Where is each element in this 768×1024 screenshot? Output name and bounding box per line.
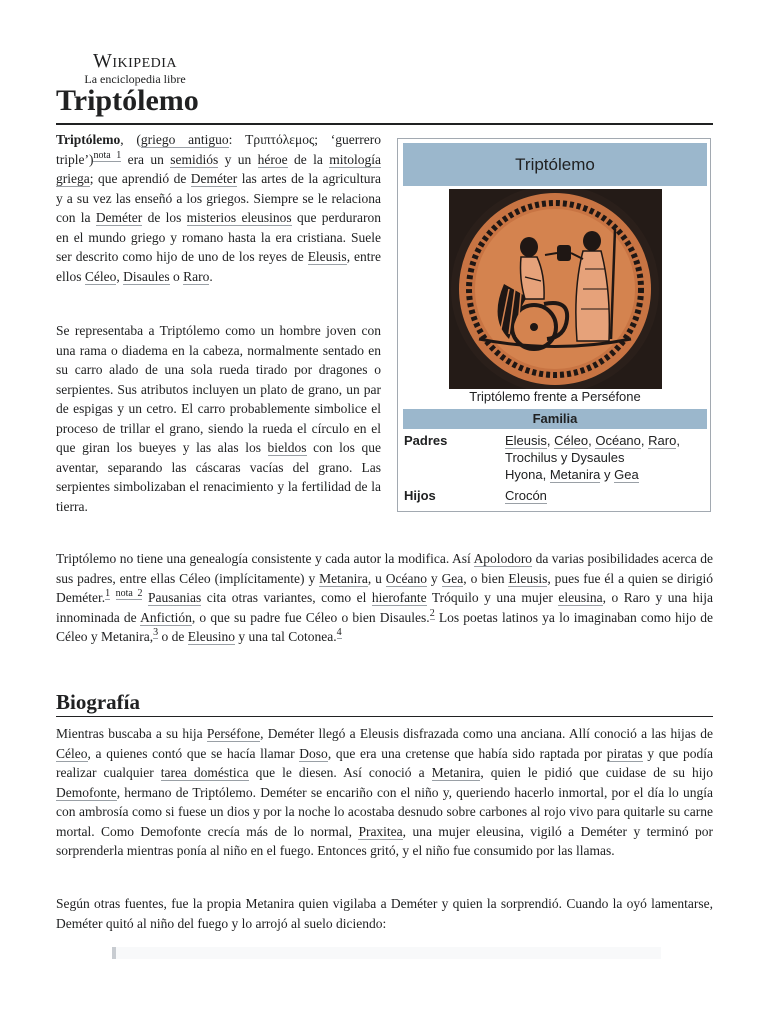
- footnote-3[interactable]: 3: [153, 627, 159, 638]
- link-celeo[interactable]: Céleo: [84, 268, 117, 284]
- link-metanira[interactable]: Metanira: [319, 570, 368, 586]
- biography-paragraph: Mientras buscaba a su hija Perséfone, Deméter llegó a Eleusis disfrazada como una anciana. Allí conoció a las hijas de Céleo, a quienes contó que se hacía llamar Doso, que era una cretense que había sido raptada por piratas y que podía realizar cualquier tarea doméstica que le diesen. Así conoció a Metanira, quien le pidió que cuidase de su hijo Demofonte, hermano de Triptólemo. Deméter se encariño con el niño y, queriendo hacerlo inmortal, por el día lo ungía con ambrosía como si fuese un dios y por la noche lo acostaba desnudo sobre carbones al rojo vivo para quitarle su carne mortal. Como Demofonte crecía más de lo normal, Praxitea, una mujer eleusina, vigiló a Deméter y terminó por sorprenderla mientras ponía al niño en el fuego. Entonces gritó, y el niño fue consumido por las llamas.: [56, 726, 713, 858]
- infobox: [397, 138, 711, 512]
- link-metanira[interactable]: Metanira: [431, 765, 481, 780]
- section-heading-biografia: Biografía: [56, 690, 140, 714]
- infobox-image-pottery[interactable]: [449, 189, 662, 389]
- link-persefone[interactable]: Perséfone: [206, 726, 261, 741]
- link-gea[interactable]: Gea: [614, 467, 639, 482]
- padres-line-2: Trochilus y Dysaules: [505, 450, 625, 465]
- footnote-nota-2[interactable]: nota 2: [115, 588, 143, 599]
- infobox-label-hijos: Hijos: [404, 488, 436, 503]
- blockquote: [112, 947, 661, 959]
- wikipedia-logo[interactable]: [75, 50, 195, 86]
- link-eleusis[interactable]: Eleusis: [508, 570, 548, 586]
- infobox-title: Triptólemo: [403, 143, 707, 186]
- footnote-1[interactable]: 1: [105, 588, 111, 599]
- link-celeo[interactable]: Céleo: [56, 745, 88, 761]
- link-misterios-eleusinos[interactable]: misterios eleusinos: [186, 210, 292, 225]
- link-heroe[interactable]: héroe: [257, 151, 288, 167]
- link-bieldos[interactable]: bieldos: [267, 440, 307, 455]
- infobox-label-padres: Padres: [404, 433, 448, 448]
- link-disaules[interactable]: Disaules: [123, 268, 170, 284]
- link-piratas[interactable]: piratas: [606, 745, 643, 761]
- intro-paragraph: Triptólemo, (griego antiguo: Τριπτόλεμος; ‘guerrero triple’)$^{nota 1}$ era un semidiós y un héroe de la mitología griega; que aprendió de Deméter las artes de la agricultura y a su vez las enseñó a los griegos. Siempre se le relaciona con la Deméter de los misterios eleusinos que perduraron en el mundo griego y romano hasta la era cristiana. Suele ser descrito como hijo de uno de los reyes de Eleusis, entre ellos Céleo, Disaules o Raro.: [56, 132, 382, 284]
- link-oceano[interactable]: Océano: [385, 570, 427, 586]
- title-underline: [56, 123, 713, 125]
- link-raro[interactable]: Raro: [648, 433, 677, 448]
- link-praxitea[interactable]: Praxitea: [358, 823, 403, 839]
- infobox-value-padres: Eleusis, Céleo, Océano, Raro, Trochilus y Dysaules Hyona, Metanira y Gea: [505, 432, 705, 483]
- link-tarea-domestica[interactable]: tarea doméstica: [160, 765, 249, 780]
- link-apolodoro[interactable]: Apolodoro: [473, 551, 533, 566]
- link-raro[interactable]: Raro: [183, 268, 210, 284]
- link-eleusina[interactable]: eleusina: [558, 590, 603, 605]
- logo-wordmark: Wikipedia: [92, 50, 178, 72]
- infobox-caption: Triptólemo frente a Perséfone: [469, 389, 641, 404]
- link-mitologia-griega[interactable]: mitología griega: [56, 151, 381, 186]
- link-oceano[interactable]: Océano: [595, 433, 641, 448]
- link-gea[interactable]: Gea: [441, 570, 464, 586]
- link-anfiction[interactable]: Anfictión: [140, 609, 192, 625]
- biography-paragraph-2: Según otras fuentes, fue la propia Metanira quien vigilaba a Deméter y quien la sorprendió. Cuando la oyó lamentarse, Deméter quitó al niño del fuego y lo arrojó al suelo diciendo:: [56, 896, 713, 931]
- infobox-value-hijos: [505, 487, 705, 504]
- genealogy-paragraph: Triptólemo no tiene una genealogía consistente y cada autor la modifica. Así Apolodoro da varias posibilidades acerca de sus padres, entre ellas Céleo (implícitamente) y Metanira, u Océano y Gea, o bien Eleusis, pues fue él a quien se dirigió Deméter.$^1$ $^{nota 2}$ Pausanias cita otras variantes, como el hierofante Tróquilo y una mujer eleusina, o Raro y una hija innominada de Anfictión, o que su padre fue Céleo o bien Disaules.$^2$ Los poetas latinos ya lo imaginaban como hijo de Céleo y Metanira,$^3$ o de Eleusino y una tal Cotonea.$^4$: [56, 551, 714, 644]
- description-paragraph: Se representaba a Triptólemo como un hombre joven con una rama o diadema en la cabeza, normalmente sentado en su carro alado de una sola rueda tirado por dragones o serpientes. Sus atributos incluyen un plato de grano, un par de espigas y un cetro. El carro probablemente simbolice el proceso de trillar el grano, siendo la rueda el círculo en el que giran los bueyes y las alas los bieldos con los que aventar, separando las cáscaras vacías del grano. Las serpientes simbolizaban el renacimiento y la fertilidad de la tierra.: [56, 323, 381, 514]
- link-crocon[interactable]: Crocón: [505, 488, 547, 503]
- link-doso[interactable]: Doso: [299, 745, 328, 761]
- link-eleusino[interactable]: Eleusino: [187, 629, 235, 644]
- link-eleusis[interactable]: Eleusis: [307, 249, 347, 264]
- infobox-family-header: Familia: [403, 409, 707, 429]
- link-semidios[interactable]: semidiós: [170, 151, 219, 167]
- page-title: Triptólemo: [56, 84, 199, 117]
- link-metanira[interactable]: Metanira: [549, 467, 601, 482]
- logo-tagline: La enciclopedia libre: [84, 72, 186, 86]
- link-demofonte[interactable]: Demofonte: [56, 784, 117, 800]
- link-pausanias[interactable]: Pausanias: [148, 590, 202, 605]
- intro-term: Triptólemo: [56, 132, 121, 147]
- link-demeter[interactable]: Deméter: [190, 171, 238, 186]
- link-celeo[interactable]: Céleo: [554, 433, 589, 448]
- link-demeter[interactable]: Deméter: [95, 210, 143, 225]
- link-eleusis[interactable]: Eleusis: [505, 433, 547, 448]
- link-griego-antiguo[interactable]: griego antiguo: [140, 132, 229, 147]
- section-underline: [56, 716, 713, 717]
- footnote-nota-1[interactable]: nota 1: [93, 149, 122, 161]
- footnote-2[interactable]: 2: [429, 607, 435, 619]
- footnote-4[interactable]: 4: [336, 627, 342, 638]
- link-hierofante[interactable]: hierofante: [371, 590, 427, 605]
